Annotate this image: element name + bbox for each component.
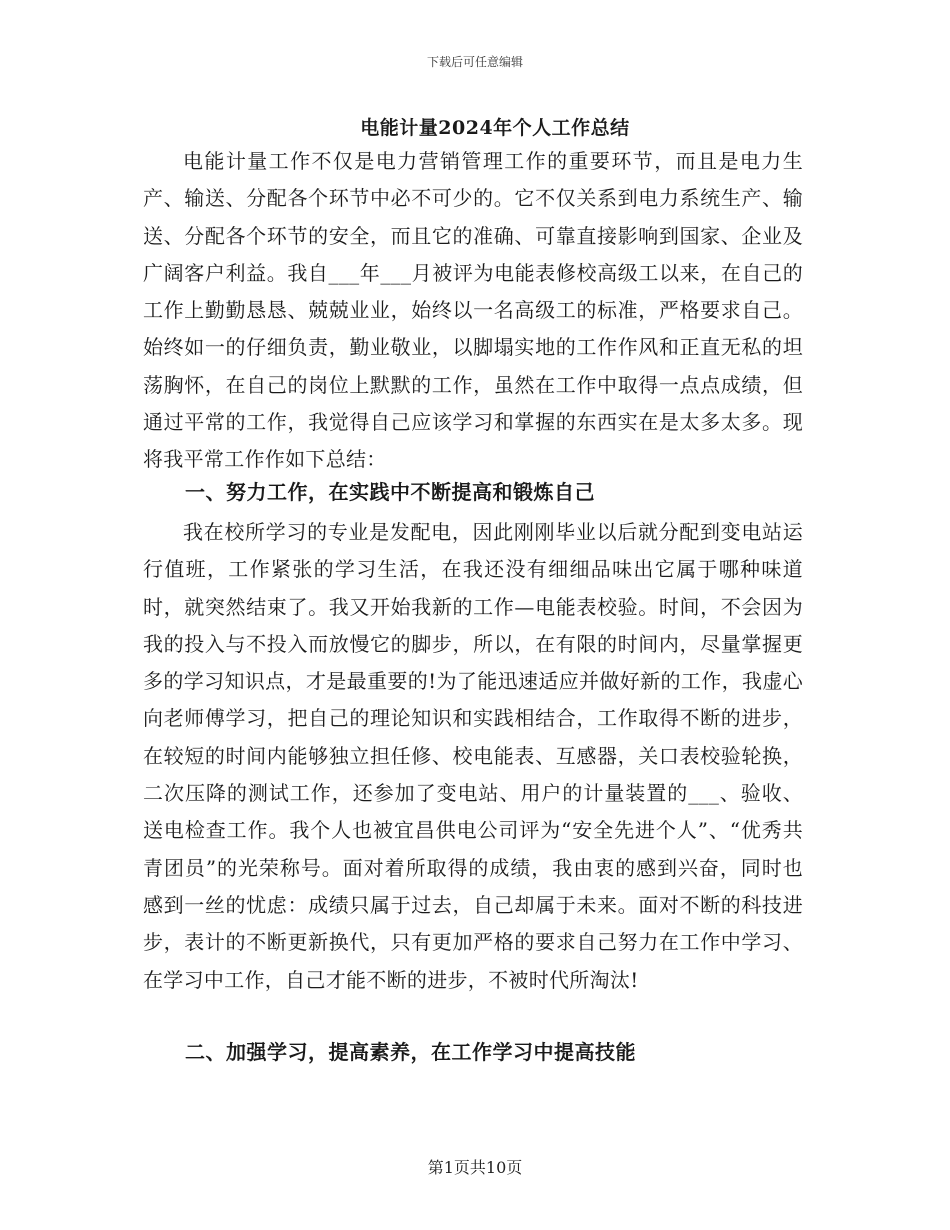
paragraph-text: 电能计量工作不仅是电力营销管理工作的重要环节，而且是电力生产、输送、分配各个环节中必不可少的。它不仅关系到电力系统生产、输送、分配各个环节的安全，而且它的准确、可靠直接影响到国家、企业及广阔客户利益。我自___年___月被评为电能表修校高级工以来，在自己的工作上勤勤恳恳、兢兢业业，始终以一名高级工的标准，严格要求自己。始终如一的仔细负责，勤业敬业，以脚塌实地的工作作风和正直无私的坦荡胸怀，在自己的岗位上默默的工作，虽然在工作中取得一点点成绩，但通过平常的工作，我觉得自己应该学习和掌握的东西实在是太多太多。现将我平常工作作如下总结： bbox=[143, 149, 803, 472]
section-heading-2: 二、加强学习，提高素养，在工作学习中提高技能 bbox=[185, 1040, 636, 1064]
header-note: 下载后可任意编辑 bbox=[426, 55, 523, 69]
page-indicator: 第1页共10页 bbox=[427, 1158, 523, 1177]
paragraph-text: 我在校所学习的专业是发配电，因此刚刚毕业以后就分配到变电站运行值班，工作紧张的学习生活，在我还没有细细品味出它属于哪种味道时，就突然结束了。我又开始我新的工作—电能表校验。时间，不会因为我的投入与不投入而放慢它的脚步，所以，在有限的时间内，尽量掌握更多的学习知识点，才是最重要的!为了能迅速适应并做好新的工作，我虚心向老师傅学习，把自己的理论知识和实践相结合，工作取得不断的进步，在较短的时间内能够独立担任修、校电能表、互感器，关口表校验轮换，二次压降的测试工作，还参加了变电站、用户的计量装置的___、验收、送电检查工作。我个人也被宜昌供电公司评为“安全先进个人”、“优秀共青团员”的光荣称号。面对着所取得的成绩，我由衷的感到兴奋，同时也感到一丝的忧虑：成绩只属于过去，自己却属于未来。面对不断的科技进步，表计的不断更新换代，只有更加严格的要求自己努力在工作中学习、在学习中工作，自己才能不断的进步，不被时代所淘汰! bbox=[143, 520, 803, 992]
document-title: 电能计量2024年个人工作总结 bbox=[360, 117, 630, 139]
paragraph-section-1 bbox=[143, 514, 803, 999]
paragraph-intro bbox=[143, 143, 803, 479]
section-heading-1: 一、努力工作，在实践中不断提高和锻炼自己 bbox=[185, 480, 595, 504]
